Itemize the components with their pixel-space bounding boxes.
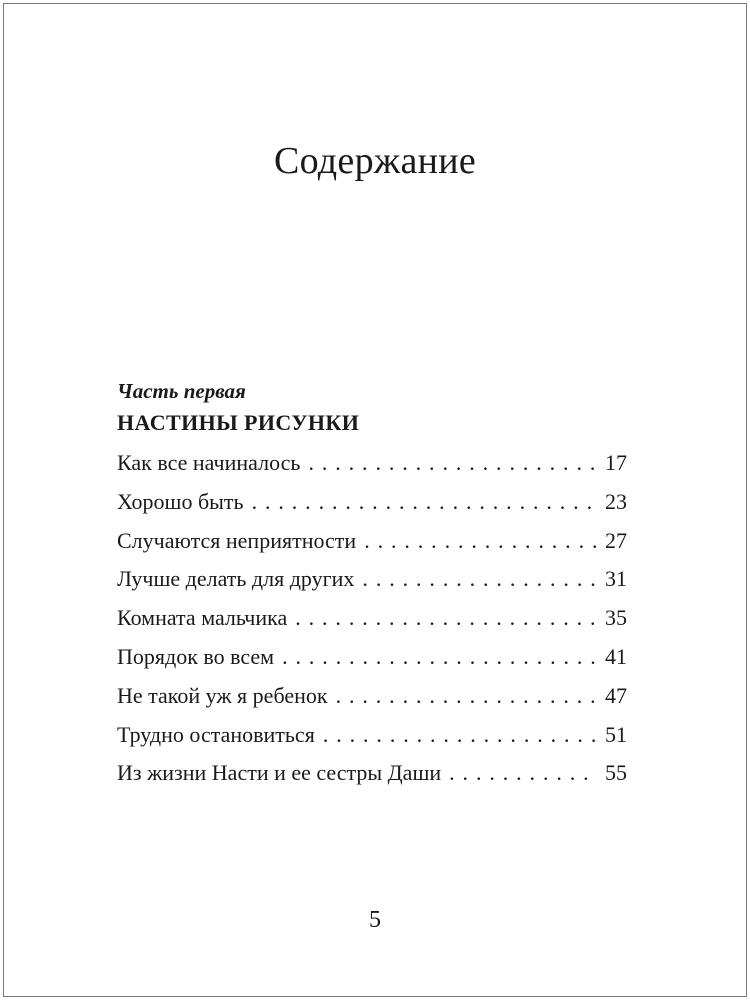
toc-entry[interactable] <box>117 483 627 522</box>
page-title: Содержание <box>273 140 477 183</box>
toc-entry[interactable] <box>117 522 627 561</box>
toc-entry-label: Комната мальчика <box>117 605 288 631</box>
dot-leader <box>308 444 597 483</box>
part-title: НАСТИНЫ РИСУНКИ <box>117 410 360 435</box>
dot-leader <box>282 638 597 677</box>
toc-entry-page: 51 <box>605 721 627 747</box>
toc-entry-label: Лучше делать для других <box>117 566 355 592</box>
part-label: Часть первая <box>117 379 246 403</box>
dot-leader <box>295 599 597 638</box>
toc-entry-page: 55 <box>605 760 627 786</box>
page-number: 5 <box>369 907 381 933</box>
toc-entry-page: 41 <box>605 643 627 669</box>
toc-entry[interactable] <box>117 716 627 755</box>
toc-entry-page: 27 <box>605 527 627 553</box>
toc-entry-page: 35 <box>605 605 627 631</box>
toc-entry-page: 17 <box>605 450 627 475</box>
dot-leader <box>323 716 597 755</box>
toc-entry-page: 47 <box>605 682 627 708</box>
toc-entry[interactable] <box>117 677 627 716</box>
toc-entry-label: Хорошо быть <box>117 488 244 514</box>
dot-leader <box>364 522 597 561</box>
toc-entry[interactable] <box>117 599 627 638</box>
toc-entry-label: Из жизни Насти и ее сестры Даши <box>117 760 442 786</box>
toc-entry[interactable] <box>117 444 627 483</box>
toc-entry-page: 23 <box>605 488 627 514</box>
dot-leader <box>252 483 597 522</box>
toc-entry[interactable] <box>117 754 627 793</box>
toc-entry-label: Порядок во всем <box>117 643 275 669</box>
toc-entries <box>117 444 627 793</box>
toc-entry[interactable] <box>117 560 627 599</box>
dot-leader <box>449 754 597 793</box>
dot-leader <box>336 677 597 716</box>
toc-entry[interactable] <box>117 638 627 677</box>
toc-entry-label: Случаются неприятности <box>117 527 357 553</box>
toc-entry-page: 31 <box>605 566 627 592</box>
toc-entry-label: Трудно остановиться <box>117 721 315 747</box>
table-of-contents <box>117 376 627 793</box>
book-page <box>3 3 747 997</box>
dot-leader <box>362 560 597 599</box>
toc-entry-label: Как все начиналось <box>117 450 301 475</box>
toc-entry-label: Не такой уж я ребенок <box>117 682 328 708</box>
